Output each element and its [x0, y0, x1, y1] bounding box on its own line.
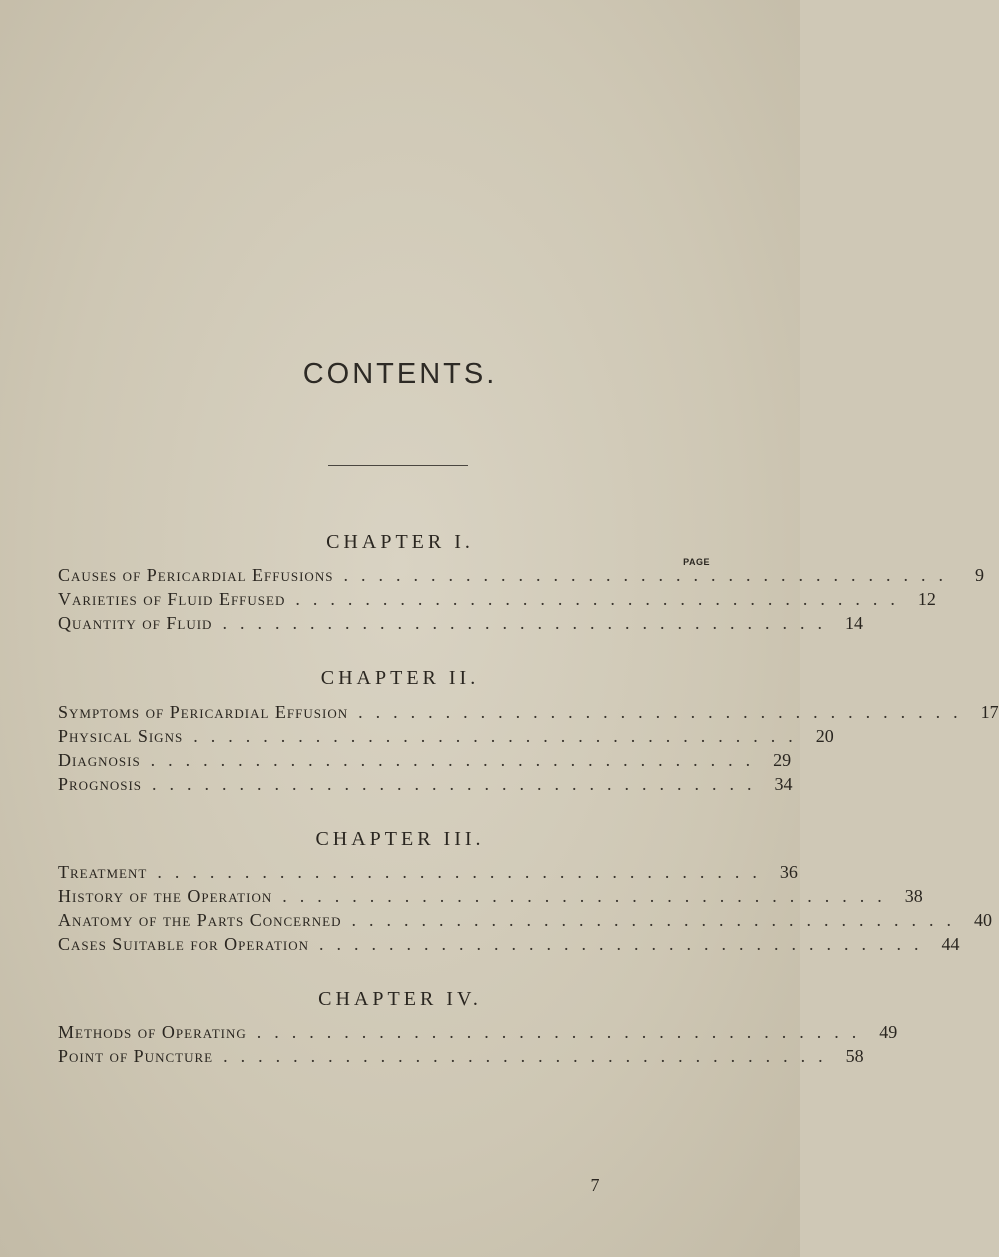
dot-leader: ...................................: [152, 774, 765, 794]
toc-entry-label: Point of Puncture: [58, 1046, 214, 1066]
toc-entry: [58, 702, 999, 726]
toc-entry-page: 17: [980, 702, 999, 722]
toc-entry-page: 58: [845, 1046, 864, 1066]
toc-entry: [58, 613, 863, 637]
toc-entry-label: History of the Operation: [58, 886, 273, 906]
toc-entry-label: Methods of Operating: [58, 1022, 247, 1042]
toc-entry-label: Anatomy of the Parts Concerned: [58, 910, 342, 930]
toc-entry-label: Causes of Pericardial Effusions: [58, 565, 334, 585]
dot-leader: ...................................: [358, 702, 971, 722]
toc-entry-page: 20: [815, 726, 834, 746]
dot-leader: ...................................: [319, 934, 932, 954]
toc-entry-label: Quantity of Fluid: [58, 613, 213, 633]
page-column-header: PAGE: [683, 557, 710, 567]
dot-leader: ...................................: [351, 910, 965, 930]
toc-entry-label: Symptoms of Pericardial Effusion: [58, 702, 349, 722]
toc-entry: [58, 1046, 864, 1070]
dot-leader: ...................................: [150, 750, 764, 770]
dot-leader: ...................................: [256, 1022, 870, 1042]
toc-entry-label: Prognosis: [58, 774, 143, 794]
dot-leader: ...................................: [223, 1046, 836, 1066]
chapter-heading: CHAPTER IV.: [318, 988, 482, 1010]
toc-entry: [58, 1022, 898, 1046]
dot-leader: ...................................: [295, 589, 908, 609]
chapter-heading: CHAPTER II.: [320, 667, 480, 689]
toc-entry-page: 9: [974, 565, 984, 585]
dot-leader: ...................................: [157, 862, 770, 882]
chapter-heading: CHAPTER III.: [315, 828, 485, 850]
toc-entry-label: Cases Suitable for Operation: [58, 934, 309, 954]
toc-entry-page: 29: [773, 750, 792, 770]
toc-entry: [58, 774, 793, 798]
toc-entry-page: 12: [917, 589, 936, 609]
toc-entry-page: 36: [779, 862, 798, 882]
toc-entry: [58, 589, 936, 613]
toc-entry-label: Treatment: [58, 862, 148, 882]
toc-entry-page: 40: [974, 910, 993, 930]
dot-leader: ...................................: [343, 565, 956, 585]
dot-leader: ...................................: [222, 613, 835, 633]
toc-entry-page: 34: [774, 774, 793, 794]
toc-entry-page: 44: [941, 934, 960, 954]
toc-entry-page: 38: [904, 886, 923, 906]
dot-leader: ...................................: [193, 726, 806, 746]
toc-entry-page: 49: [879, 1022, 898, 1042]
toc-entry: [58, 934, 960, 958]
toc-entry: [58, 565, 984, 589]
toc-entry-label: Diagnosis: [58, 750, 141, 770]
toc-entry-label: Physical Signs: [58, 726, 184, 746]
dot-leader: ...................................: [282, 886, 895, 906]
toc-entry: [58, 726, 834, 750]
toc-entry: [58, 886, 923, 910]
toc-entry: [58, 750, 792, 774]
page-number: 7: [590, 1175, 600, 1195]
chapter-heading: CHAPTER I.: [326, 531, 474, 553]
title-divider: [328, 465, 468, 466]
toc-entry-page: 14: [844, 613, 863, 633]
page-title: CONTENTS.: [302, 358, 498, 390]
toc-entry: [58, 862, 798, 886]
toc-entry-label: Varieties of Fluid Effused: [58, 589, 286, 609]
toc-entry: [58, 910, 993, 934]
